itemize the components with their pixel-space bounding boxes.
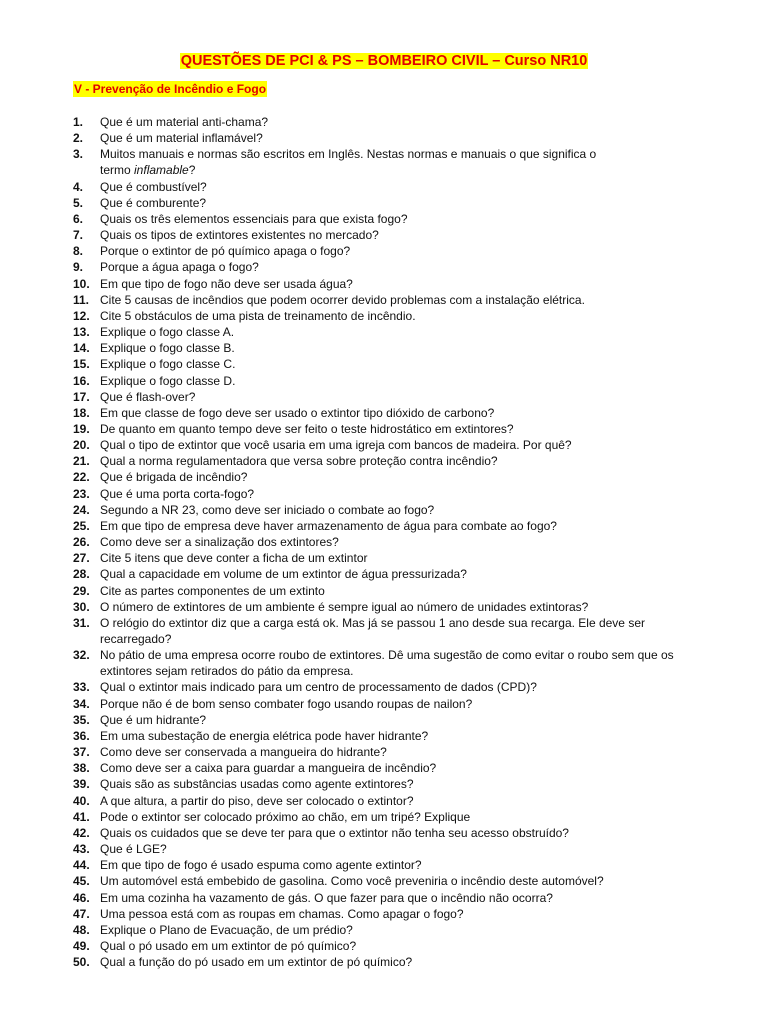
question-item <box>73 518 723 534</box>
question-item <box>73 453 723 469</box>
question-item <box>73 195 723 211</box>
question-item <box>73 566 723 582</box>
question-item <box>73 130 723 146</box>
question-number: 17. <box>73 389 90 404</box>
question-item <box>73 696 723 712</box>
question-item <box>73 114 723 130</box>
question-number: 9. <box>73 260 84 275</box>
question-number: 7. <box>73 228 84 243</box>
question-item <box>73 421 723 437</box>
question-number: 5. <box>73 195 84 210</box>
question-number: 21. <box>73 454 90 469</box>
question-item <box>73 308 723 324</box>
question-number: 47. <box>73 906 90 921</box>
question-item <box>73 389 723 405</box>
question-text: No pátio de uma empresa ocorre roubo de extintores. Dê uma sugestão de como evitar o roubo sem que os <box>100 648 674 663</box>
question-item <box>73 922 723 938</box>
question-text: Quais são as substâncias usadas como agente extintores? <box>100 777 414 792</box>
question-text: Pode o extintor ser colocado próximo ao chão, em um tripé? Explique <box>100 809 471 824</box>
question-number: 35. <box>73 712 90 727</box>
question-number: 32. <box>73 648 90 663</box>
question-number: 40. <box>73 793 90 808</box>
question-item <box>73 712 723 728</box>
question-number: 50. <box>73 955 90 970</box>
question-text: Como deve ser a sinalização dos extintores? <box>100 535 339 550</box>
question-text: Muitos manuais e normas são escritos em Inglês. Nestas normas e manuais o que significa o <box>100 147 597 162</box>
question-item <box>73 146 723 178</box>
question-item <box>73 890 723 906</box>
question-item <box>73 405 723 421</box>
question-number: 30. <box>73 599 90 614</box>
question-text-continued <box>100 631 723 647</box>
question-text-continued-part: recarregado? <box>100 632 172 646</box>
question-text: Quais os tipos de extintores existentes no mercado? <box>100 228 379 243</box>
question-text: Explique o fogo classe D. <box>100 373 236 388</box>
question-number: 43. <box>73 842 90 857</box>
question-number: 31. <box>73 615 90 630</box>
question-text: Segundo a NR 23, como deve ser iniciado o combate ao fogo? <box>100 502 435 517</box>
question-text: Porque o extintor de pó químico apaga o fogo? <box>100 244 351 259</box>
question-number: 12. <box>73 308 90 323</box>
question-number: 2. <box>73 131 84 146</box>
question-item <box>73 744 723 760</box>
question-number: 15. <box>73 357 90 372</box>
question-text: Que é brigada de incêndio? <box>100 470 248 485</box>
question-number: 45. <box>73 874 90 889</box>
question-text: Quais os cuidados que se deve ter para que o extintor não tenha seu acesso obstruído? <box>100 825 569 840</box>
question-text: Em que tipo de fogo é usado espuma como agente extintor? <box>100 858 422 873</box>
question-text: Um automóvel está embebido de gasolina. Como você preveniria o incêndio deste automóvel? <box>100 874 604 889</box>
question-item <box>73 776 723 792</box>
question-number: 3. <box>73 147 84 162</box>
question-number: 27. <box>73 551 90 566</box>
question-text: Que é um material inflamável? <box>100 131 263 146</box>
question-number: 41. <box>73 809 90 824</box>
question-item <box>73 211 723 227</box>
question-number: 29. <box>73 583 90 598</box>
question-item <box>73 599 723 615</box>
question-item <box>73 793 723 809</box>
question-item <box>73 873 723 889</box>
question-text: Cite 5 obstáculos de uma pista de treinamento de incêndio. <box>100 308 416 323</box>
question-number: 25. <box>73 518 90 533</box>
question-number: 22. <box>73 470 90 485</box>
question-item <box>73 647 723 679</box>
question-text: Porque não é de bom senso combater fogo usando roupas de nailon? <box>100 696 473 711</box>
question-text-continued <box>100 162 723 178</box>
question-number: 33. <box>73 680 90 695</box>
question-number: 10. <box>73 276 90 291</box>
question-item <box>73 292 723 308</box>
question-text: Que é um material anti-chama? <box>100 115 269 129</box>
question-text: Que é flash-over? <box>100 389 196 404</box>
question-text: De quanto em quanto tempo deve ser feito o teste hidrostático em extintores? <box>100 421 514 436</box>
question-number: 23. <box>73 486 90 501</box>
question-number: 28. <box>73 567 90 582</box>
question-text: Porque a água apaga o fogo? <box>100 260 259 275</box>
question-item <box>73 679 723 695</box>
question-item <box>73 583 723 599</box>
question-number: 38. <box>73 761 90 776</box>
question-number: 34. <box>73 696 90 711</box>
question-item <box>73 324 723 340</box>
question-text-continued-part: termo <box>100 163 135 178</box>
question-number: 6. <box>73 211 84 226</box>
question-item <box>73 825 723 841</box>
question-number: 37. <box>73 745 90 760</box>
question-number: 8. <box>73 244 84 259</box>
question-item <box>73 615 723 647</box>
question-item <box>73 373 723 389</box>
question-text: Qual o extintor mais indicado para um centro de processamento de dados (CPD)? <box>100 680 537 695</box>
question-text-continued <box>100 663 723 679</box>
question-text: Qual a capacidade em volume de um extintor de água pressurizada? <box>100 567 467 582</box>
question-text: Qual o pó usado em um extintor de pó químico? <box>100 938 357 953</box>
question-text: Cite 5 itens que deve conter a ficha de um extintor <box>100 551 368 566</box>
question-text: Explique o fogo classe B. <box>100 341 235 356</box>
question-item <box>73 486 723 502</box>
question-text: Explique o fogo classe C. <box>100 357 236 372</box>
question-text: O relógio do extintor diz que a carga está ok. Mas já se passou 1 ano desde sua recarga. Ele deve ser <box>100 615 645 630</box>
question-text: Como deve ser a caixa para guardar a mangueira de incêndio? <box>100 761 437 776</box>
question-number: 26. <box>73 535 90 550</box>
question-item <box>73 906 723 922</box>
question-text: Em que tipo de empresa deve haver armazenamento de água para combate ao fogo? <box>100 518 557 533</box>
question-item <box>73 259 723 275</box>
question-number: 4. <box>73 179 84 194</box>
question-item <box>73 857 723 873</box>
question-text: Quais os três elementos essenciais para que exista fogo? <box>100 211 408 226</box>
question-number: 44. <box>73 858 90 873</box>
question-item <box>73 550 723 566</box>
question-item <box>73 437 723 453</box>
question-number: 46. <box>73 890 90 905</box>
question-item <box>73 227 723 243</box>
document-title-text: QUESTÕES DE PCI & PS – BOMBEIRO CIVIL – Curso NR10 <box>180 53 588 69</box>
question-item <box>73 809 723 825</box>
question-text: Cite as partes componentes de um extinto <box>100 583 325 598</box>
question-number: 1. <box>73 115 84 129</box>
question-text: Que é uma porta corta-fogo? <box>100 486 255 501</box>
question-item <box>73 179 723 195</box>
question-text: Em que classe de fogo deve ser usado o extintor tipo dióxido de carbono? <box>100 405 495 420</box>
question-text: Explique o Plano de Evacuação, de um prédio? <box>100 922 353 937</box>
question-text: Que é combustível? <box>100 179 207 194</box>
question-text: Como deve ser conservada a mangueira do hidrante? <box>100 745 387 760</box>
question-text: Qual o tipo de extintor que você usaria em uma igreja com bancos de madeira. Por quê? <box>100 438 572 453</box>
question-item <box>73 356 723 372</box>
question-text-tail: ? <box>188 163 196 178</box>
question-item <box>73 760 723 776</box>
question-number: 20. <box>73 438 90 453</box>
question-number: 48. <box>73 922 90 937</box>
question-text: Em uma cozinha ha vazamento de gás. O que fazer para que o incêndio não ocorra? <box>100 890 553 905</box>
question-text: Explique o fogo classe A. <box>100 325 235 340</box>
question-text: Em que tipo de fogo não deve ser usada água? <box>100 276 353 291</box>
question-number: 36. <box>73 728 90 743</box>
question-list <box>73 114 723 970</box>
question-item <box>73 728 723 744</box>
question-text: Cite 5 causas de incêndios que podem ocorrer devido problemas com a instalação elétrica. <box>100 292 585 307</box>
question-number: 13. <box>73 325 90 340</box>
question-item <box>73 841 723 857</box>
question-item <box>73 502 723 518</box>
question-number: 24. <box>73 502 90 517</box>
question-text: Qual a função do pó usado em um extintor de pó químico? <box>100 955 413 970</box>
question-item <box>73 469 723 485</box>
question-text: O número de extintores de um ambiente é sempre igual ao número de unidades extintoras? <box>100 599 589 614</box>
question-number: 49. <box>73 938 90 953</box>
question-text: Uma pessoa está com as roupas em chamas. Como apagar o fogo? <box>100 906 464 921</box>
question-term-italic: inflamable <box>134 163 189 178</box>
question-number: 16. <box>73 373 90 388</box>
question-number: 11. <box>73 292 90 307</box>
question-text-continued-part: extintores sejam retirados do pátio da empresa. <box>100 664 354 679</box>
question-text: Em uma subestação de energia elétrica pode haver hidrante? <box>100 728 429 743</box>
question-text: Qual a norma regulamentadora que versa sobre proteção contra incêndio? <box>100 454 498 469</box>
question-number: 18. <box>73 405 90 420</box>
section-heading: V - Prevenção de Incêndio e Fogo <box>74 82 267 96</box>
question-item <box>73 243 723 259</box>
question-item <box>73 534 723 550</box>
question-text: Que é comburente? <box>100 195 207 210</box>
question-text: A que altura, a partir do piso, deve ser colocado o extintor? <box>100 793 414 808</box>
question-number: 42. <box>73 825 90 840</box>
question-number: 39. <box>73 777 90 792</box>
question-number: 19. <box>73 421 90 436</box>
question-item <box>73 340 723 356</box>
question-text: Que é LGE? <box>100 842 167 857</box>
document-title <box>0 52 768 70</box>
question-text: Que é um hidrante? <box>100 712 207 727</box>
question-item <box>73 954 723 970</box>
question-item <box>73 276 723 292</box>
question-number: 14. <box>73 341 90 356</box>
question-item <box>73 938 723 954</box>
